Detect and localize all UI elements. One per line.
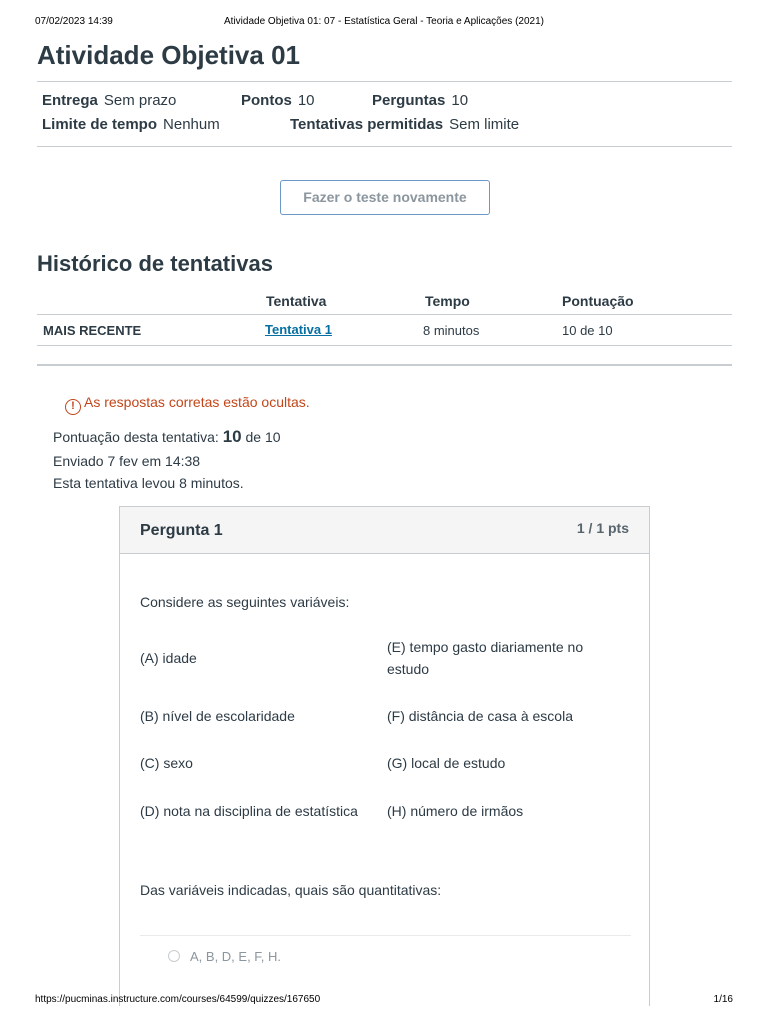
print-document-title: Atividade Objetiva 01: 07 - Estatística Geral - Teoria e Aplicações (2021)	[224, 16, 544, 27]
meta-limite-tempo: Limite de tempo Nenhum	[42, 116, 220, 133]
print-footer	[35, 994, 733, 1008]
col-tentativa: Tentativa	[266, 293, 327, 309]
warning-icon: !	[65, 399, 81, 415]
score-value: 10	[222, 427, 242, 446]
history-title: Histórico de tentativas	[37, 251, 273, 276]
col-pontuacao: Pontuação	[562, 293, 634, 309]
hidden-answers-alert	[65, 394, 310, 415]
meta-tentativas: Tentativas permitidas Sem limite	[290, 116, 520, 133]
answer-option[interactable]	[168, 949, 281, 964]
answer-label: A, B, D, E, F, H.	[190, 949, 282, 964]
row-label: MAIS RECENTE	[43, 323, 142, 338]
submitted-time: Enviado 7 fev em 14:38	[53, 453, 201, 469]
meta-perguntas: Perguntas 10	[372, 92, 469, 109]
variable-e: (E) tempo gasto diariamente no estudo	[387, 639, 584, 677]
print-datetime: 07/02/2023 14:39	[35, 16, 113, 27]
variable-f: (F) distância de casa à escola	[387, 708, 573, 724]
divider	[37, 81, 732, 82]
variable-b: (B) nível de escolaridade	[140, 708, 295, 724]
variable-g: (G) local de estudo	[387, 755, 506, 771]
attempt-score-line: Pontuação desta tentativa: 10 de 10	[53, 427, 281, 446]
print-header	[35, 16, 733, 30]
question-title: Pergunta 1	[140, 522, 223, 539]
variable-c: (C) sexo	[140, 755, 193, 771]
table-header	[37, 285, 732, 315]
question-card	[119, 506, 650, 1006]
attempt-duration: Esta tentativa levou 8 minutos.	[53, 475, 244, 491]
table-row	[37, 315, 732, 346]
attempt-time: 8 minutos	[423, 323, 480, 338]
print-page-number: 1/16	[713, 994, 733, 1005]
divider	[37, 146, 732, 147]
variable-h: (H) número de irmãos	[387, 803, 524, 819]
print-url: https://pucminas.instructure.com/courses/64599/quizzes/167650	[35, 994, 321, 1005]
divider	[37, 364, 732, 366]
meta-entrega: Entrega Sem prazo	[42, 92, 177, 109]
question-prompt: Das variáveis indicadas, quais são quantitativas:	[140, 882, 442, 898]
attempt-link[interactable]: Tentativa 1	[265, 322, 332, 337]
meta-pontos: Pontos 10	[241, 92, 315, 109]
retake-quiz-button[interactable]: Fazer o teste novamente	[280, 180, 490, 215]
page-title: Atividade Objetiva 01	[37, 40, 300, 70]
variable-a: (A) idade	[140, 650, 197, 666]
radio-button[interactable]	[168, 950, 180, 962]
col-tempo: Tempo	[425, 293, 470, 309]
variable-d: (D) nota na disciplina de estatística	[140, 803, 358, 819]
attempt-score: 10 de 10	[562, 323, 613, 338]
alert-text: As respostas corretas estão ocultas.	[84, 394, 310, 410]
question-points: 1 / 1 pts	[576, 520, 629, 536]
question-intro: Considere as seguintes variáveis:	[140, 594, 350, 610]
question-header	[120, 507, 649, 554]
answer-divider	[140, 935, 631, 936]
